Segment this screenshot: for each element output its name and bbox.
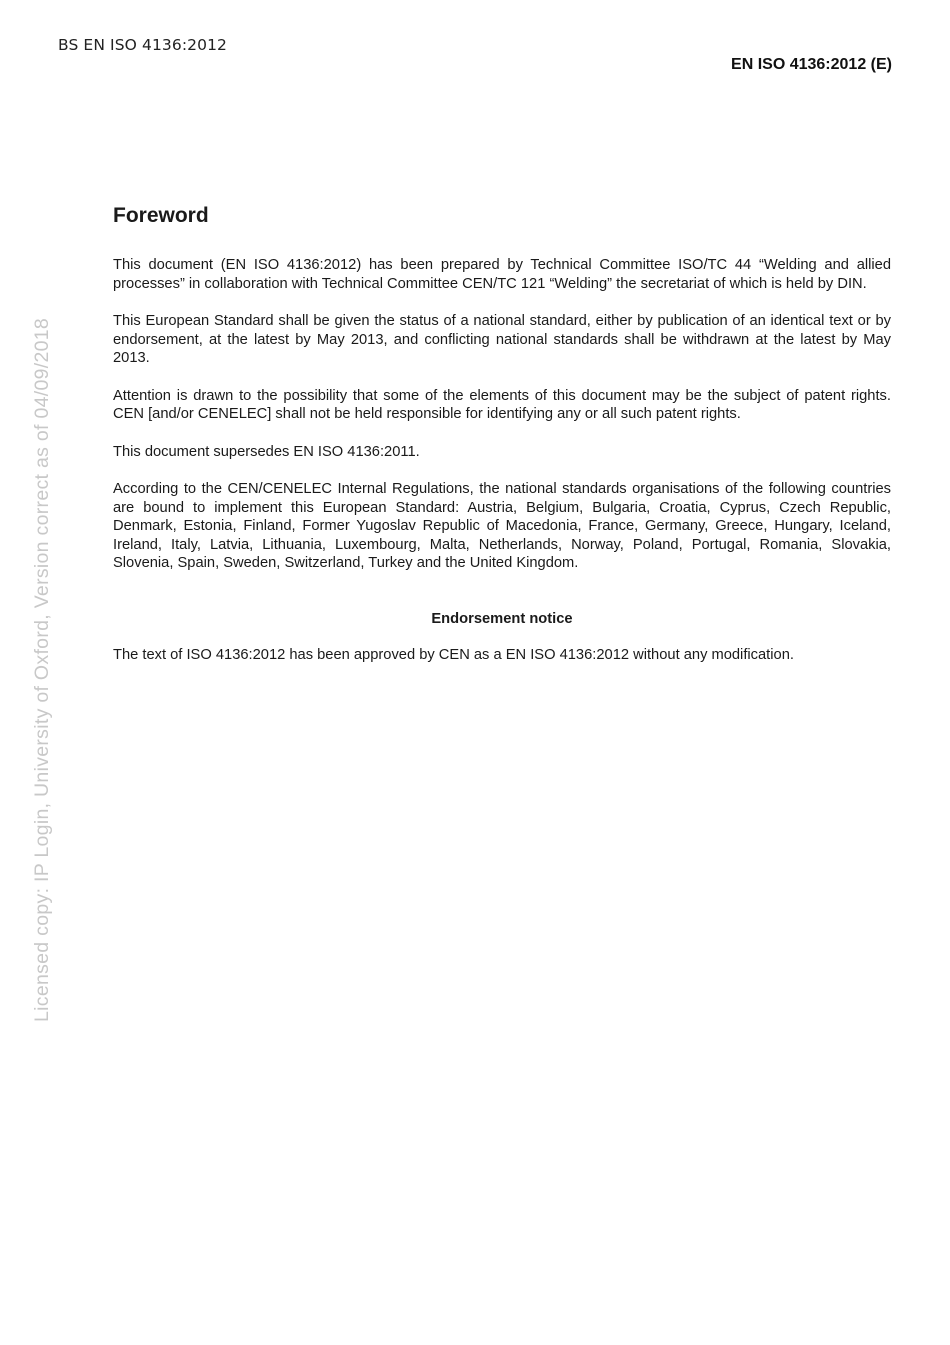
foreword-paragraph: According to the CEN/CENELEC Internal Regulations, the national standards organisations of the following countries are bound to implement this European Standard: Austria, Belgium, Bulgaria, Croatia, Cyprus, Czech Republic, Denmark, Estonia, Finland, Former Yugoslav Republic of Macedonia, France, Germany, Greece, Hungary, Iceland, Ireland, Italy, Latvia, Lithuania, Luxembourg, Malta, Netherlands, Norway, Poland, Portugal, Romania, Slovakia, Slovenia, Spain, Sweden, Switzerland, Turkey and the United Kingdom.: [113, 481, 891, 571]
document-id-right: EN ISO 4136:2012 (E): [731, 56, 892, 73]
foreword-paragraph: This European Standard shall be given the status of a national standard, either by publication of an identical text or by endorsement, at the latest by May 2013, and conflicting national standards shall be withdrawn at the latest by May 2013.: [113, 313, 891, 366]
foreword-paragraph: This document (EN ISO 4136:2012) has been prepared by Technical Committee ISO/TC 44 “Welding and allied processes” in collaboration with Technical Committee CEN/TC 121 “Welding” the secretariat of which is held by DIN.: [113, 257, 891, 292]
foreword-paragraph: This document supersedes EN ISO 4136:2011.: [113, 443, 420, 460]
foreword-heading: Foreword: [113, 204, 209, 227]
endorsement-heading: Endorsement notice: [431, 610, 573, 627]
license-watermark: Licensed copy: IP Login, University of Oxford, Version correct as of 04/09/2018: [31, 317, 53, 1022]
endorsement-text: The text of ISO 4136:2012 has been approved by CEN as a EN ISO 4136:2012 without any modification.: [113, 646, 794, 663]
page-content: [113, 204, 891, 683]
foreword-paragraph: Attention is drawn to the possibility that some of the elements of this document may be the subject of patent rights. CEN [and/or CENELEC] shall not be held responsible for identifying any or all such patent rights.: [113, 387, 891, 422]
document-id-left: BS EN ISO 4136:2012: [58, 36, 227, 54]
